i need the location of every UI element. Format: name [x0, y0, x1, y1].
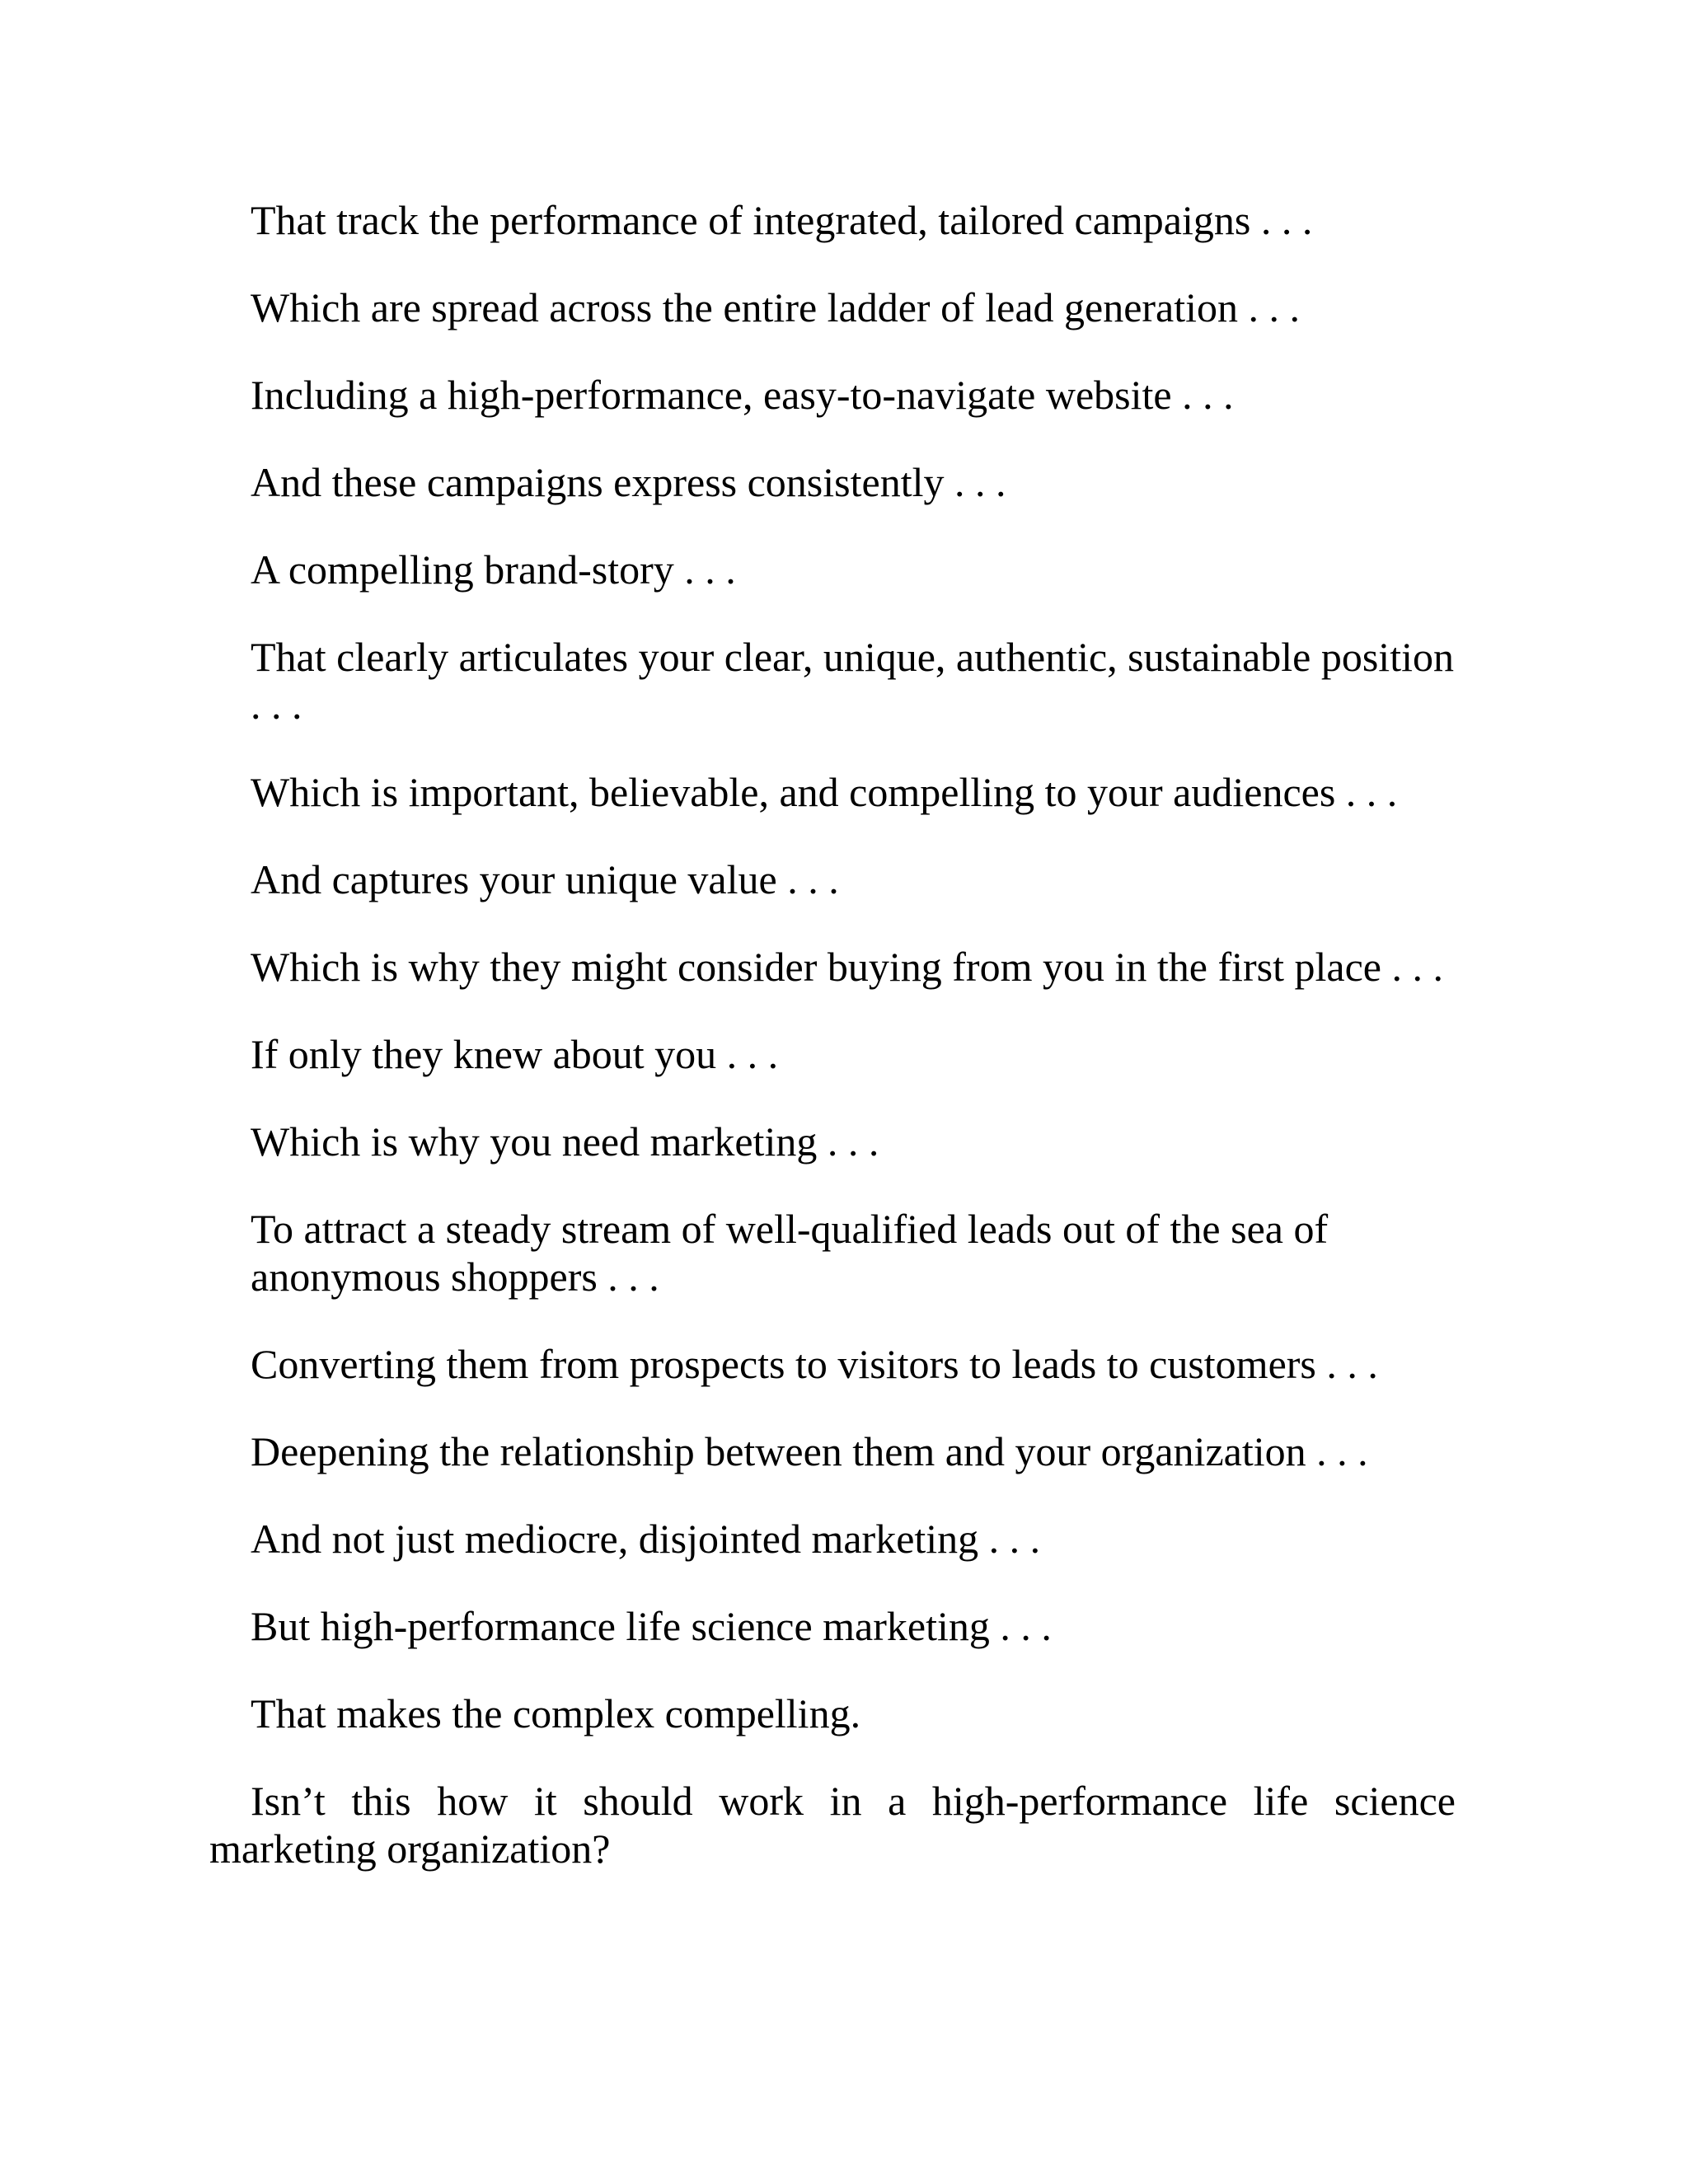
closing-paragraph: Isn’t this how it should work in a high-performance life science marketing organization? [209, 1778, 1456, 1872]
paragraph-line: And these campaigns express consistently . . . [251, 459, 1006, 505]
paragraph-line: Which is why you need marketing . . . [251, 1118, 879, 1165]
paragraph-line: Which is important, believable, and compelling to your audiences . . . [251, 769, 1398, 815]
paragraph-line: Which are spread across the entire ladder of lead generation . . . [251, 284, 1301, 330]
paragraph-line: That makes the complex compelling. [251, 1690, 861, 1736]
paragraph-line: And captures your unique value . . . [251, 856, 839, 902]
paragraph-line: Including a high-performance, easy-to-navigate website . . . [251, 372, 1234, 418]
paragraph-line: Which is why they might consider buying from you in the first place . . . [251, 944, 1443, 990]
paragraph-line: But high-performance life science marketing . . . [251, 1603, 1052, 1649]
paragraph-line: And not just mediocre, disjointed marketing . . . [251, 1516, 1041, 1562]
paragraph-line: That track the performance of integrated, tailored campaigns . . . [251, 197, 1313, 243]
paragraph-line: To attract a steady stream of well-qualified leads out of the sea of anonymous shoppers . . . [251, 1206, 1329, 1300]
document-body [209, 196, 1456, 1872]
paragraph-line: A compelling brand-story . . . [251, 546, 736, 593]
paragraph-line: Converting them from prospects to visitors to leads to customers . . . [251, 1341, 1378, 1387]
paragraph-line: If only they knew about you . . . [251, 1031, 779, 1077]
paragraph-line: That clearly articulates your clear, unique, authentic, sustainable position . . . [251, 634, 1454, 728]
paragraph-line: Deepening the relationship between them and your organization . . . [251, 1428, 1368, 1474]
